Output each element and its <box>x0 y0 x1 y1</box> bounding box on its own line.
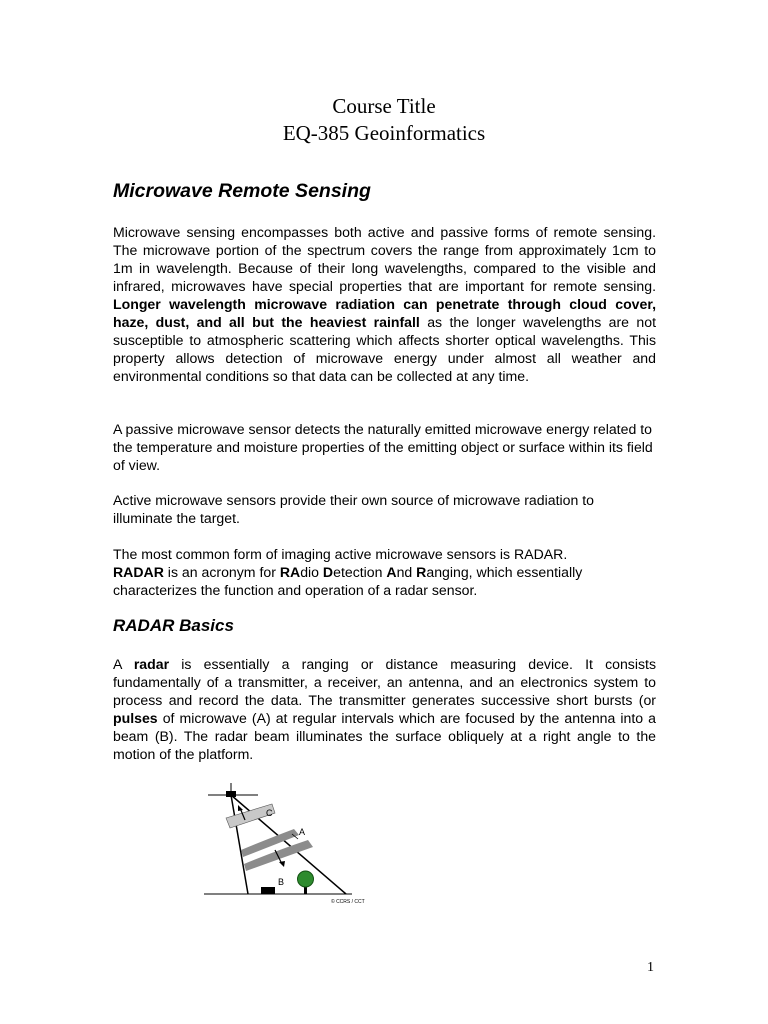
house-icon <box>261 887 275 894</box>
acronym-dio: dio <box>300 564 323 580</box>
radar-acronym-text <box>113 563 656 599</box>
radar-basics-b: is essentially a ranging or distance measuring device. It consists fundamentally of a transmitter, a receiver, an antenna, and an electronics system to process and record the data. The transmitter generates successive short bursts (or <box>113 656 656 708</box>
course-title-block <box>0 93 768 147</box>
course-code-line: EQ-385 Geoinformatics <box>282 121 486 145</box>
tree-icon <box>298 871 314 887</box>
acronym-r: R <box>416 564 427 580</box>
acronym-d: D <box>322 564 334 580</box>
radar-bold: RADAR <box>113 564 164 580</box>
intro-text-a: Microwave sensing encompasses both active and passive forms of remote sensing. The microwave portion of the spectrum covers the range from approximately 1cm to 1m in wavelength. Because of their long wavelengths, compared to the visible and infrared, microwaves have special properties that are important for remote sensing. <box>113 224 656 294</box>
arrow-c-head <box>238 805 243 811</box>
label-b: B <box>278 877 285 887</box>
course-title-line: Course Title <box>332 94 436 118</box>
beam-far-edge <box>231 795 346 894</box>
page-number: 1 <box>647 960 654 975</box>
paragraph-passive-sensor: A passive microwave sensor detects the naturally emitted microwave energy related to the temperature and moisture properties of the emitting object or surface within its field of view. <box>113 421 653 473</box>
intro-text-bold: Longer wavelength microwave radiation can penetrate through cloud cover, haze, dust, and all but the heaviest rainfall <box>113 296 656 330</box>
acronym-a: A <box>386 564 397 580</box>
diagram-credit: © CCRS / CCT <box>331 899 365 905</box>
intro-text-b: as the longer wavelengths are not susceptible to atmospheric scattering which affects shorter optical wavelengths. This property allows detection of microwave energy under almost all weather and environmental conditions so that data can be collected at any time. <box>113 314 656 384</box>
label-c: C <box>266 808 273 818</box>
radar-line-1: The most common form of imaging active microwave sensors is RADAR. <box>113 546 568 562</box>
radar-basics-bold-radar: radar <box>133 656 170 672</box>
paragraph-radar-basics <box>113 655 656 763</box>
acronym-etection: etection <box>333 564 387 580</box>
radar-basics-bold-pulses: pulses <box>113 710 158 726</box>
section-heading-microwave: Microwave Remote Sensing <box>113 180 371 202</box>
arrow-b-head <box>279 861 285 867</box>
label-a: A <box>299 827 306 837</box>
paragraph-active-sensor: Active microwave sensors provide their own source of microwave radiation to illuminate the target. <box>113 492 594 526</box>
paragraph-radar-acronym <box>113 545 656 599</box>
paragraph-intro <box>113 223 656 385</box>
section-heading-radar-basics: RADAR Basics <box>113 616 234 635</box>
acronym-nd: nd <box>396 564 417 580</box>
acronym-rest: anging, which essentially characterizes the function and operation of a radar sensor. <box>113 564 583 598</box>
radar-beam-diagram <box>200 780 375 910</box>
acronym-connector: is an acronym for <box>163 564 280 580</box>
radar-basics-c: of microwave (A) at regular intervals which are focused by the antenna into a beam (B). The radar beam illuminates the surface obliquely at a right angle to the motion of the platform. <box>113 710 656 762</box>
radar-basics-a: A <box>113 656 134 672</box>
acronym-ra: RA <box>279 564 301 580</box>
